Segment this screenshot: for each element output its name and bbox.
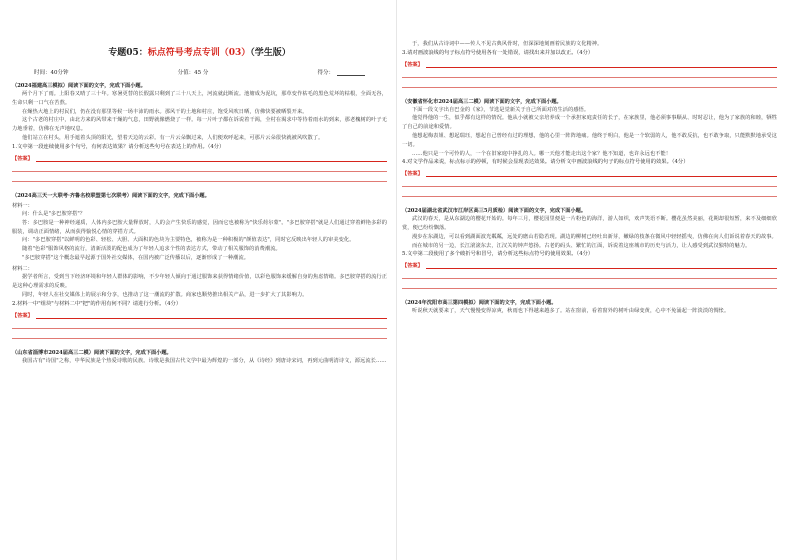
answer-line <box>402 279 777 289</box>
q5-question: 5.文中第二段使用了多个破折号和冒号，请分析这些标点符号的使用效果。（4分） <box>402 251 594 258</box>
q2-paragraph: 据学者所言，受到当下经济环境和年轻人群体的影响，不少年轻人倾向于通过服饰来获得情绪价值，以彩色服饰来缓解自身的焦虑情绪。多巴胺穿搭的流行正是这种心理需求的反映。 <box>12 274 387 290</box>
answer-line <box>12 319 387 329</box>
score-blank <box>337 68 365 76</box>
answer-line <box>426 62 777 68</box>
time-label: 时间：40分钟 <box>34 70 69 76</box>
answer-line <box>36 156 387 162</box>
q4-answer <box>402 170 777 177</box>
answer-label: 【答案】 <box>402 171 423 178</box>
q4-paragraph: ……他只是一个可怜的人，一个在旧家庭中挣扎的人。哪一天他才能走出这个家？他不知道，也许永远也不能！ <box>412 150 672 157</box>
q1-source: （2024福建高三模拟）阅读下面的文字，完成下面小题。 <box>12 83 146 89</box>
answer-line <box>426 263 777 269</box>
q2-paragraph: "多巴胺穿搭"这个概念最早起源于国外社交媒体，在国内被广泛传播以后，逐渐形成了一种潮流。 <box>22 255 250 262</box>
q1-answer <box>12 155 387 162</box>
title-prefix: 专题05： <box>108 48 148 58</box>
spacer <box>402 289 777 295</box>
answer-line <box>12 329 387 339</box>
answer-line <box>36 313 387 319</box>
left-column <box>12 0 387 560</box>
answer-line <box>12 172 387 182</box>
answer-line <box>402 177 777 187</box>
q6-paragraph: 听说秋天就要来了，天气慢慢变得凉爽，秋雨也下得越来越多了。站在窗前，看着窗外的树叶由绿变黄，心中不免涌起一阵淡淡的惆怅。 <box>412 308 730 315</box>
q3-paragraph: 我国古有"诗国"之称，中华民族是个热爱诗歌的民族。诗歌是我国古代文学中最为辉煌的一部分，从《诗经》到唐诗宋词，再到元曲明清诗文，源远流长…… <box>22 357 387 364</box>
q2-answer <box>12 312 387 319</box>
right-column <box>402 0 777 560</box>
q1-paragraph: 两个月下了雨。上阳春又晴了三十年。寒暑更替的长假露只剩到了三十八天上，河流就此断流。池塘成为泥坑，那草变作枯毛的黑色荒坏的枯根，全面无谷，生命只剩一口气在苦熬。 <box>12 91 387 106</box>
q3-paragraph-cont: 于，我们从古诗词中——传人不见古典风骨时，但深深地刻画着民族的文化精神。 <box>412 41 603 47</box>
q2-question: 2.材料一中"组块"与材料二中"把"的作用有何不同？请进行分析。（4分） <box>12 300 182 307</box>
q3-answer <box>402 61 777 68</box>
q1-question: 1.文中第一段连续使用多个句号，有何表达效果？请分析这些句号在表达上的作用。（4分） <box>12 143 225 150</box>
material-label: 材料二： <box>12 265 33 272</box>
spacer <box>12 182 387 188</box>
answer-line <box>402 269 777 279</box>
q4-question: 4.对文学作品来说，标点标示的停顿，有时候会显现表达效果。请分析文中画波浪线的句子的标点符号使用的效果。（4分） <box>402 159 689 166</box>
q6-source: （2024年沈阳市高三第四模拟）阅读下面的文字，完成下面小题。 <box>402 300 557 307</box>
spacer <box>12 339 387 345</box>
q5-paragraph: 武汉的春天，是从东湖边的樱花开始的。每年三月，樱花园里便是一片粉色的海洋，游人如织，欢声笑语不断。樱花虽然美丽，花期却很短暂，来不及细细欣赏，便已纷纷飘落。 <box>402 216 777 231</box>
answer-label: 【答案】 <box>12 312 33 319</box>
answer-line <box>12 162 387 172</box>
answer-line <box>426 171 777 177</box>
got-label: 得分： <box>317 70 334 76</box>
q5-paragraph: 漫步在东湖边，可以看到湖面波光粼粼，远处的磨山若隐若现。湖边的柳树已经吐出新芽，嫩绿的枝条在微风中轻轻摇曳，仿佛在向人们诉说着春天的故事。 <box>412 233 777 240</box>
q3-question: 3.请对画波浪线的句子标点符号使用各有一处错误，请找出来并加以改正。（4分） <box>402 49 594 56</box>
q4-intro: 下面一段文字出自巴金的《家》，节选是觉新关于自己所面对的生活的感悟。 <box>412 106 590 113</box>
q5-answer <box>402 262 777 269</box>
q4-source: （安徽省怀化市2024届高三二模）阅读下面的文字，完成下面小题。 <box>402 98 562 105</box>
answer-line <box>402 78 777 88</box>
document-title <box>12 45 387 58</box>
q4-paragraph: 他觉得他的一生，似乎都有这样的情况。他从小就被父亲培养成一个承担家庭责任的长子，在家族里，他必须事事顺从、时时忍让，他为了家族的和睦，牺牲了自己的前途和爱情。 <box>402 115 777 131</box>
q1-paragraph: 他们站立在村头，用手遮着头顶的阳光，望着天边的云彩。有一片云朵飘过来，人们便欢呼起来，可那片云朵很快就被风吹散了。 <box>22 134 324 141</box>
title-suffix: （学生版） <box>250 48 291 58</box>
spacer <box>402 88 777 94</box>
score-label: 分值：45 分 <box>177 70 209 76</box>
answer-line <box>402 187 777 197</box>
q3-source: （山东省淄博市2024届高三二模）阅读下面的文字，完成下面小题。 <box>12 349 172 356</box>
q2-paragraph: 随着"色彩"服饰风格的流行，清新活泼的配色成为了年轻人追求个性的表达方式，带动了相关服饰的消费潮流。 <box>22 246 281 253</box>
title-highlight: 标点符号考点专训（03） <box>147 48 251 58</box>
answer-label: 【答案】 <box>402 61 423 68</box>
q2-source: （2024高三天一大联考·齐鲁名校联盟第七次联考）阅读下面的文字，完成下面小题。 <box>12 192 210 199</box>
answer-line <box>402 68 777 78</box>
material-label: 材料一： <box>12 202 33 209</box>
q4-paragraph: 他想起梅表姐、想起瑞珏，想起自己曾经有过的理想，他的心里一阵阵地痛。他终于明白，他是一个软弱的人，他不敢反抗，也不敢争取，只能默默地承受这一切。 <box>402 132 777 148</box>
q5-source: （2024届湖北省武汉市江岸区高三5月质检）阅读下面的文字，完成下面小题。 <box>402 208 587 215</box>
exam-meta-row <box>12 68 387 76</box>
column-divider <box>396 0 397 560</box>
q2-paragraph: 同时，年轻人在社交媒体上的展示和分享，也推动了这一潮流的扩散。商家也顺势推出相关产品，进一步扩大了其影响力。 <box>22 291 308 298</box>
answer-label: 【答案】 <box>12 155 33 162</box>
got-score <box>317 68 365 76</box>
answer-label: 【答案】 <box>402 263 423 270</box>
q2-paragraph: 问：什么是"多巴胺穿搭"？ <box>22 211 86 218</box>
q1-paragraph: 这个古老的村庄中，由北方来的风带来干燥的气息，田野就像燃烧了一样。每一片叶子都在诉说着干渴，全村在渴求中等待着雨水的到来，那老槐树的叶子无力地垂着，仿佛在无声地叹息。 <box>12 117 387 133</box>
q1-paragraph: 在燥热大地上的村民们，仍在没有那里等候一场丰沛的雨水。那风干的土地和村庄，饱受风吹日晒，仿佛快要被晒裂开来。 <box>22 108 308 115</box>
q2-paragraph: 问："多巴胺穿搭"以鲜明的色彩、轻松、大胆、大面积的色块为主要特色，被称为是一种积极的"颜值表达"，同时它反映出年轻人的审美变化。 <box>22 237 355 244</box>
spacer <box>402 197 777 203</box>
q5-paragraph: 而在城市的另一边，长江滚滚东去，江汉关的钟声悠扬。古老的码头、繁忙的江面，诉说着这座城市的历史与活力，让人感受到武汉独特的魅力。 <box>412 242 751 249</box>
q2-paragraph: 答：多巴胺是一种神经递质，人体内多巴胺大量释放时，人的会产生快乐的感觉，因而它也被称为"快乐荷尔蒙"。"多巴胺穿搭"就是人们通过穿着鲜艳多彩的服装，调动正面情绪，从而获得愉悦心情的穿搭方式。 <box>12 219 387 235</box>
